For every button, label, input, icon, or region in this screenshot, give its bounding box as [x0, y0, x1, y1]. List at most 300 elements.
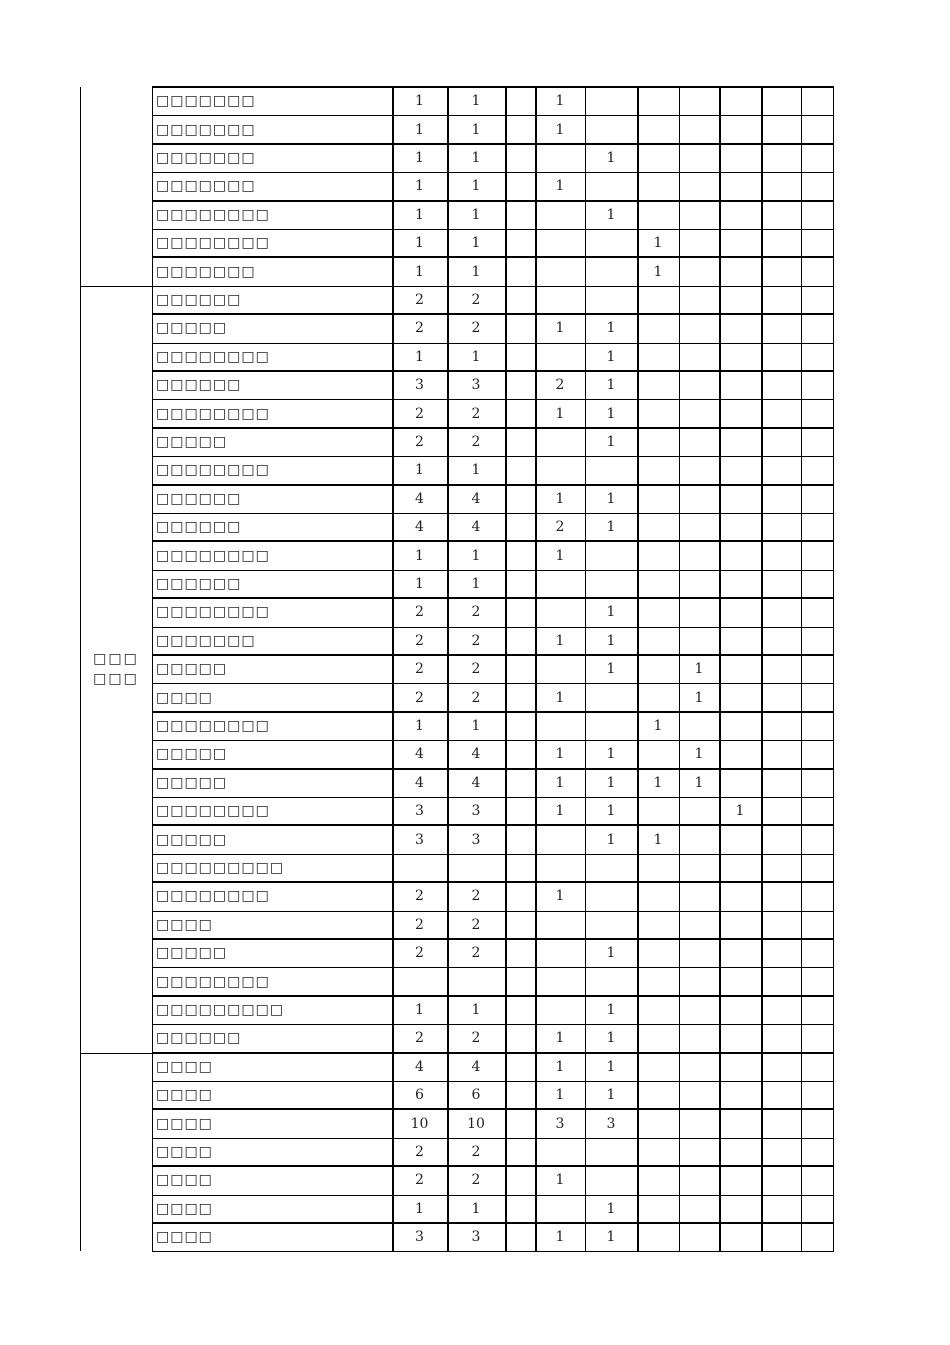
table-cell: 1 — [606, 519, 616, 536]
table-cell — [801, 1024, 833, 1052]
table-cell — [801, 115, 833, 143]
table-cell — [505, 428, 535, 456]
table-cell: 1 — [471, 178, 481, 195]
table-cell: 1 — [606, 803, 616, 820]
table-cell — [801, 456, 833, 484]
table-cell: 2 — [471, 689, 481, 706]
table-cell: 1 — [471, 263, 481, 280]
table-cell — [679, 1053, 719, 1081]
table-cell: 1 — [653, 263, 663, 280]
table-cell — [719, 627, 761, 655]
table-cell — [719, 513, 761, 541]
table-cell — [637, 428, 679, 456]
table-cell — [505, 399, 535, 427]
table-cell — [801, 769, 833, 797]
table-cell — [679, 797, 719, 825]
table-cell — [801, 570, 833, 598]
row-name: □□□□ — [156, 1229, 213, 1246]
table-cell — [801, 598, 833, 626]
row-name: □□□□□□□□ — [156, 547, 270, 564]
table-cell — [761, 939, 801, 967]
table-cell — [801, 882, 833, 910]
table-cell: 1 — [555, 689, 565, 706]
table-cell — [719, 115, 761, 143]
table-cell: 1 — [606, 348, 616, 365]
table-cell: 2 — [415, 916, 424, 933]
row-name: □□□□ — [156, 916, 213, 933]
table-cell — [637, 513, 679, 541]
table-cell — [679, 513, 719, 541]
table-cell — [719, 1053, 761, 1081]
table-cell — [801, 428, 833, 456]
table-cell — [505, 1166, 535, 1194]
table-cell — [761, 229, 801, 257]
table-cell — [719, 456, 761, 484]
table-cell: 1 — [694, 661, 704, 678]
table-cell — [637, 797, 679, 825]
table-cell — [801, 967, 833, 995]
table-cell: 4 — [471, 519, 481, 536]
table-cell — [719, 541, 761, 569]
table-cell — [761, 144, 801, 172]
table-cell: 2 — [471, 405, 481, 422]
table-cell: 3 — [606, 1115, 616, 1132]
table-cell: 1 — [606, 1001, 616, 1018]
table-cell — [637, 399, 679, 427]
table-cell: 1 — [415, 575, 424, 592]
table-cell — [801, 144, 833, 172]
table-cell — [535, 911, 585, 939]
table-cell — [637, 456, 679, 484]
table-cell — [801, 286, 833, 314]
table-cell — [535, 286, 585, 314]
table-cell — [505, 712, 535, 740]
table-cell — [505, 456, 535, 484]
table-cell: 1 — [555, 1030, 565, 1047]
table-cell — [679, 456, 719, 484]
row-name: □□□□□□□□□ — [156, 859, 285, 876]
table-cell — [801, 1053, 833, 1081]
table-cell — [637, 201, 679, 229]
table-cell — [505, 683, 535, 711]
table-cell: 1 — [555, 490, 565, 507]
row-name: □□□□□□□□ — [156, 717, 270, 734]
table-cell — [761, 967, 801, 995]
table-cell — [637, 627, 679, 655]
table-cell — [679, 428, 719, 456]
table-cell — [719, 1138, 761, 1166]
table-cell — [719, 485, 761, 513]
table-cell — [585, 456, 637, 484]
table-cell — [761, 513, 801, 541]
table-cell — [679, 87, 719, 115]
table-cell — [505, 1053, 535, 1081]
table-cell — [801, 655, 833, 683]
table-cell — [637, 1081, 679, 1109]
row-name: □□□□□□ — [156, 291, 242, 308]
table-cell — [761, 712, 801, 740]
table-cell — [801, 1081, 833, 1109]
table-cell — [637, 314, 679, 342]
table-cell — [637, 1195, 679, 1223]
table-cell — [719, 740, 761, 768]
table-cell — [535, 712, 585, 740]
table-cell: 1 — [415, 547, 424, 564]
row-name: □□□□□□□ — [156, 263, 256, 280]
table-cell: 1 — [606, 206, 616, 223]
table-cell — [505, 854, 535, 882]
row-name: □□□□□ — [156, 945, 228, 962]
table-cell: 1 — [555, 121, 565, 138]
table-cell: 1 — [694, 746, 704, 763]
table-cell — [679, 115, 719, 143]
table-cell — [801, 825, 833, 853]
table-cell — [505, 541, 535, 569]
table-cell: 1 — [415, 93, 424, 110]
table-cell — [801, 1166, 833, 1194]
table-cell — [761, 371, 801, 399]
table-cell: 1 — [415, 149, 424, 166]
table-cell — [801, 399, 833, 427]
table-cell: 2 — [471, 320, 481, 337]
table-cell — [719, 769, 761, 797]
table-cell — [719, 399, 761, 427]
table-cell — [761, 911, 801, 939]
table-cell — [719, 1166, 761, 1194]
table-cell — [505, 286, 535, 314]
table-cell — [505, 115, 535, 143]
table-cell — [505, 201, 535, 229]
table-cell — [637, 144, 679, 172]
table-cell — [535, 343, 585, 371]
table-cell: 1 — [735, 803, 745, 820]
row-name: □□□□□□□□ — [156, 888, 270, 905]
table-cell: 2 — [471, 1030, 481, 1047]
table-cell: 1 — [415, 1200, 424, 1217]
table-cell: 1 — [471, 1001, 481, 1018]
table-cell: 1 — [471, 149, 481, 166]
table-cell — [801, 1109, 833, 1137]
row-name: □□□□ — [156, 1143, 213, 1160]
table-cell: 1 — [606, 831, 616, 848]
table-cell — [505, 172, 535, 200]
table-cell — [761, 1081, 801, 1109]
table-cell — [505, 825, 535, 853]
table-cell — [801, 201, 833, 229]
row-name: □□□□□ — [156, 746, 228, 763]
table-cell: 4 — [471, 774, 481, 791]
table-cell — [637, 655, 679, 683]
table-cell — [801, 797, 833, 825]
table-cell — [637, 1053, 679, 1081]
row-name: □□□□□ — [156, 661, 228, 678]
table-cell — [719, 939, 761, 967]
table-cell — [719, 570, 761, 598]
table-cell: 4 — [415, 1058, 424, 1075]
table-cell — [505, 939, 535, 967]
row-name: □□□□□□□□ — [156, 235, 270, 252]
table-cell — [505, 655, 535, 683]
table-cell — [535, 428, 585, 456]
table-cell — [719, 598, 761, 626]
table-cell — [801, 1223, 833, 1251]
table-cell — [679, 343, 719, 371]
table-cell — [801, 683, 833, 711]
table-cell — [679, 1081, 719, 1109]
table-cell: 1 — [606, 377, 616, 394]
table-cell — [761, 286, 801, 314]
table-cell: 2 — [415, 320, 424, 337]
table-cell — [505, 627, 535, 655]
table-cell — [535, 144, 585, 172]
table-cell — [719, 428, 761, 456]
table-cell — [637, 1109, 679, 1137]
table-cell — [801, 343, 833, 371]
table-cell — [679, 882, 719, 910]
table-cell — [637, 1024, 679, 1052]
table-cell: 2 — [555, 377, 565, 394]
table-cell — [719, 911, 761, 939]
table-cell — [535, 967, 585, 995]
table-cell — [679, 1109, 719, 1137]
row-name: □□□□□ — [156, 433, 228, 450]
table-cell: 2 — [471, 945, 481, 962]
table-cell — [535, 229, 585, 257]
table-cell — [637, 911, 679, 939]
table-cell: 10 — [467, 1115, 485, 1132]
table-cell — [801, 513, 833, 541]
table-cell: 1 — [555, 1087, 565, 1104]
table-cell: 1 — [606, 1030, 616, 1047]
table-cell — [505, 257, 535, 285]
table-cell — [637, 939, 679, 967]
row-name: □□□□□□□ — [156, 121, 256, 138]
table-cell: 3 — [471, 831, 481, 848]
table-cell — [505, 1024, 535, 1052]
table-cell — [761, 1053, 801, 1081]
table-cell — [505, 740, 535, 768]
table-cell — [679, 172, 719, 200]
table-cell — [719, 314, 761, 342]
table-cell: 2 — [471, 604, 481, 621]
table-cell — [585, 87, 637, 115]
table-cell: 1 — [606, 433, 616, 450]
row-name: □□□□□□□ — [156, 178, 256, 195]
table-cell — [392, 854, 447, 882]
table-cell: 2 — [471, 661, 481, 678]
table-cell: 1 — [606, 149, 616, 166]
row-name: □□□□□□□□ — [156, 206, 270, 223]
table-cell — [535, 655, 585, 683]
table-cell: 2 — [555, 519, 565, 536]
group-label: □□□ □□□ — [93, 651, 139, 688]
table-cell: 1 — [606, 1058, 616, 1075]
table-cell — [585, 854, 637, 882]
table-cell — [505, 1109, 535, 1137]
table-cell — [801, 229, 833, 257]
table-cell — [535, 996, 585, 1024]
table-cell — [719, 854, 761, 882]
table-cell: 1 — [653, 717, 663, 734]
table-cell — [801, 627, 833, 655]
table-cell — [801, 996, 833, 1024]
table-cell: 2 — [471, 632, 481, 649]
table-cell — [585, 1138, 637, 1166]
table-cell — [585, 967, 637, 995]
table-cell: 1 — [653, 831, 663, 848]
table-cell: 2 — [471, 291, 481, 308]
table-cell — [637, 172, 679, 200]
table-cell — [505, 1195, 535, 1223]
table-cell — [505, 570, 535, 598]
table-cell — [719, 1024, 761, 1052]
table-cell — [679, 598, 719, 626]
table-cell: 1 — [606, 632, 616, 649]
table-cell — [801, 172, 833, 200]
table-cell: 4 — [415, 519, 424, 536]
table-cell — [801, 939, 833, 967]
table-cell — [719, 371, 761, 399]
table-cell — [679, 399, 719, 427]
table-cell — [679, 1166, 719, 1194]
table-cell — [505, 513, 535, 541]
table-cell: 3 — [555, 1115, 565, 1132]
table-cell: 2 — [415, 405, 424, 422]
table-cell: 1 — [555, 746, 565, 763]
table-cell — [679, 1024, 719, 1052]
table-cell — [801, 87, 833, 115]
row-name: □□□□□□□□ — [156, 405, 270, 422]
table-cell — [505, 87, 535, 115]
table-cell: 2 — [415, 604, 424, 621]
table-cell: 1 — [555, 93, 565, 110]
table-cell — [761, 1166, 801, 1194]
table-cell — [679, 570, 719, 598]
table-cell — [637, 967, 679, 995]
table-cell: 1 — [471, 717, 481, 734]
table-cell — [505, 144, 535, 172]
table-cell — [585, 257, 637, 285]
table-cell: 1 — [415, 178, 424, 195]
table-cell: 1 — [555, 888, 565, 905]
table-cell — [719, 144, 761, 172]
table-cell: 6 — [415, 1087, 424, 1104]
table-cell — [505, 996, 535, 1024]
table-cell: 1 — [415, 121, 424, 138]
table-cell: 1 — [606, 746, 616, 763]
table-cell — [801, 371, 833, 399]
table-cell — [585, 882, 637, 910]
table-cell — [719, 712, 761, 740]
table-cell — [761, 627, 801, 655]
table-cell — [392, 967, 447, 995]
table-cell — [761, 769, 801, 797]
row-name: □□□□ — [156, 1087, 213, 1104]
table-cell — [505, 371, 535, 399]
table-cell — [679, 201, 719, 229]
table-cell — [637, 485, 679, 513]
row-name: □□□□□□□□ — [156, 973, 270, 990]
table-cell — [679, 229, 719, 257]
group-label — [80, 87, 152, 286]
table-cell — [719, 172, 761, 200]
table-cell — [679, 541, 719, 569]
table-cell — [505, 314, 535, 342]
table-cell — [637, 286, 679, 314]
row-name: □□□□□□ — [156, 575, 242, 592]
table-cell: 6 — [471, 1087, 481, 1104]
table-cell — [679, 825, 719, 853]
table-cell: 1 — [415, 1001, 424, 1018]
row-name: □□□□□□□□ — [156, 604, 270, 621]
table-cell — [679, 371, 719, 399]
table-cell — [761, 87, 801, 115]
table-cell: 1 — [606, 1229, 616, 1246]
table-cell — [585, 1166, 637, 1194]
table-cell: 4 — [471, 1058, 481, 1075]
table-cell — [761, 1109, 801, 1137]
table-cell: 1 — [606, 945, 616, 962]
table-cell: 2 — [415, 661, 424, 678]
table-cell — [679, 967, 719, 995]
table-cell — [679, 1223, 719, 1251]
row-name: □□□□□□□□□ — [156, 1001, 285, 1018]
table-cell: 2 — [415, 291, 424, 308]
table-cell — [679, 911, 719, 939]
table-cell: 1 — [471, 93, 481, 110]
table-cell — [585, 541, 637, 569]
table-cell — [719, 1223, 761, 1251]
table-cell — [719, 257, 761, 285]
table-cell — [761, 201, 801, 229]
table-cell — [761, 456, 801, 484]
table-cell — [535, 1195, 585, 1223]
table-cell — [585, 683, 637, 711]
table-cell: 3 — [415, 377, 424, 394]
table-cell — [535, 257, 585, 285]
table-cell — [637, 854, 679, 882]
table-cell: 1 — [415, 348, 424, 365]
table-cell: 2 — [415, 888, 424, 905]
table-cell: 1 — [555, 1229, 565, 1246]
table-cell: 1 — [471, 206, 481, 223]
table-cell: 2 — [415, 1030, 424, 1047]
table-cell: 1 — [415, 462, 424, 479]
table-cell — [447, 854, 505, 882]
table-cell: 4 — [415, 774, 424, 791]
table-cell: 1 — [555, 405, 565, 422]
column-divider — [833, 87, 834, 1251]
table-cell — [535, 825, 585, 853]
table-cell — [719, 87, 761, 115]
table-cell: 1 — [471, 462, 481, 479]
table-cell — [637, 115, 679, 143]
table-cell: 1 — [415, 235, 424, 252]
table-cell: 1 — [555, 178, 565, 195]
table-cell — [637, 740, 679, 768]
table-cell — [761, 314, 801, 342]
table-cell — [761, 541, 801, 569]
table-cell — [505, 343, 535, 371]
table-cell — [679, 144, 719, 172]
table-cell: 1 — [471, 121, 481, 138]
table-cell: 1 — [555, 547, 565, 564]
table-cell — [505, 485, 535, 513]
table-cell — [505, 769, 535, 797]
table-cell: 4 — [471, 746, 481, 763]
table-cell — [679, 996, 719, 1024]
row-name: □□□□ — [156, 1172, 213, 1189]
